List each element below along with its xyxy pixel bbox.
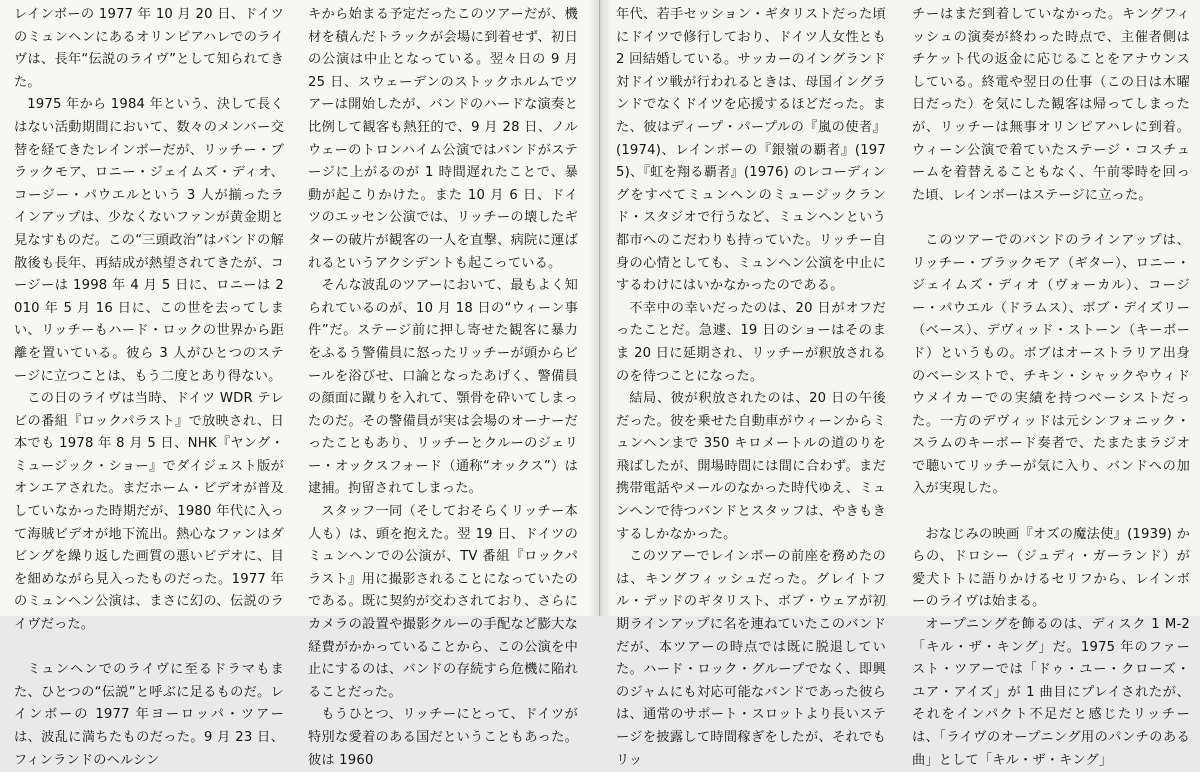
paragraph: 結局、彼が釈放されたのは、20 日の午後だった。彼を乗せた自動車がウィーンからミュンヘンまで 350 キロメートルの道のりを飛ばしたが、開場時間には間に合わず。まだ携帯電話やメールのなかった時代ゆえ、ミュンヘンで待つバンドとスタッフは、やきもきするしかなかった。: [616, 391, 886, 542]
right-page: [600, 0, 1200, 768]
paragraph: そんな波乱のツアーにおいて、最もよく知られているのが、10 月 18 日の“ウィーン事件”だ。ステージ前に押し寄せた観客に暴力をふるう警備員に怒ったリッチーが頭からビールを浴びせ、口論となったあげく、警備員の顔面に蹴りを入れて、顎骨を砕いてしまったのだ。その警備員が実は会場のオーナーだったこともあり、リッチーとクルーのジェリー・オックスフォード（通称“オックス”）は逮捕。拘留されてしまった。: [308, 278, 578, 497]
paragraph: 年代、若手セッション・ギタリストだった頃にドイツで修行しており、ドイツ人女性とも 2 回結婚している。サッカーのイングランド対ドイツ戦が行われるときは、母国イングランドでなくドイツを応援するほどだった。また、彼はディープ・パープルの『嵐の使者』(1974)、レインボーの『銀嶺の覇者』(1975)、『虹を翔る覇者』(1976) のレコーディングをすべてミュンヘンのミュージックランド・スタジオで行うなど、ミュンヘンという都市へのこだわりも持っていた。リッチー自身の心情としても、ミュンヘン公演を中止にするわけにはいかなかったのである。: [616, 7, 886, 294]
paragraph: チーはまだ到着していなかった。キングフィッシュの演奏が終わった時点で、主催者側はチケット代の返金に応じることをアナウンスしている。終電や翌日の仕事（この日は木曜日だった）を気にした観客は帰ってしまったが、リッチーは無事オリンピアハレに到着。ウィーン公演で着ていたステージ・コスチュームを着替えることもなく、午前零時を回った頃、レインボーはステージに立った。: [912, 7, 1190, 203]
paragraph: オープニングを飾るのは、ディスク 1 M-2「キル・ザ・キング」だ。1975 年のファースト・ツアーでは「ドゥ・ユー・クローズ・ユア・アイズ」が 1 曲目にプレイされたが、それをインパクト不足だと感じたリッチーは、「ライヴのオープニング用のパンチのある曲」として「キル・ザ・キング」: [912, 617, 1190, 768]
text-column-4: [912, 4, 1190, 768]
paragraph: おなじみの映画『オズの魔法使』(1939) からの、ドロシー（ジュディ・ガーランド）が愛犬トトに語りかけるセリフから、レインボーのライヴは始まる。: [912, 526, 1190, 610]
paragraph: レインボーの 1977 年 10 月 20 日、ドイツのミュンヘンにあるオリンピアハレでのライヴは、長年“伝説のライヴ”として知られてきた。: [14, 7, 284, 90]
paragraph: この日のライヴは当時、ドイツ WDR テレビの番組『ロックパラスト』で放映され、日本でも 1978 年 8 月 5 日、NHK『ヤング・ミュージック・ショー』でダイジェスト版がオンエアされた。まだホーム・ビデオが普及していなかった時期だが、1980 年代に入って海賊ビデオが地下流出。熱心なファンはダビングを繰り返した画質の悪いビデオに、目を細めながら見入ったものだった。1977 年のミュンヘン公演は、まさに幻の、伝説のライヴだった。: [14, 391, 284, 633]
paragraph: 不幸中の幸いだったのは、20 日がオフだったことだ。急遽、19 日のショーはそのまま 20 日に延期され、リッチーが釈放されるのを待つことになった。: [616, 300, 886, 384]
paragraph: このツアーでレインボーの前座を務めたのは、キングフィッシュだった。グレイトフル・デッドのギタリスト、ボブ・ウェアが初期ラインアップに名を連ねていたこのバンドだが、本ツアーの時点では既に脱退していた。ハード・ロック・グループでなく、即興のジャムにも対応可能なバンドであった彼らは、通常のサポート・スロットより長いステージを披露して時間稼ぎをしたが、それでもリッ: [616, 549, 886, 768]
text-column-3: [616, 4, 886, 768]
paragraph: もうひとつ、リッチーにとって、ドイツが特別な愛着のある国だということもあった。彼は 1960: [308, 707, 578, 768]
paragraph: キから始まる予定だったこのツアーだが、機材を積んだトラックが会場に到着せず、初日の公演は中止となっている。翌々日の 9 月 25 日、スウェーデンのストックホルムでツアーは開始したが、バンドのハードな演奏と比例して観客も熱狂的で、9 月 28 日、ノルウェーのトロンハイム公演ではバンドがステージに上がるのが 1 時間遅れたことで、暴動が起こりかけた。また 10 月 6 日、ドイツのエッセン公演では、リッチーの壊したギターの破片が観客の一人を直撃、病院に運ばれるというアクシデントも起こっている。: [308, 7, 578, 271]
paragraph: 1975 年から 1984 年という、決して長くはない活動期間において、数々のメンバー交替を経てきたレインボーだが、リッチー・ブラックモア、ロニー・ジェイムズ・ディオ、コージー・パウエルという 3 人が揃ったラインアップは、少なくないファンが黄金期と見なすものだ。この“三頭政治”はバンドの解散後も長年、再結成が熱望されてきたが、コージーは 1998 年 4 月 5 日に、ロニーは 2010 年 5 月 16 日に、この世を去ってしまい、リッチーもハード・ロックの世界から距離を置いている。彼ら 3 人がひとつのステージに立つことは、もう二度とあり得ない。: [14, 97, 284, 384]
text-column-1: [14, 4, 284, 768]
left-page: [0, 0, 600, 768]
paragraph: ミュンヘンでのライヴに至るドラマもまた、ひとつの“伝説”と呼ぶに足るものだ。レインボーの 1977 年ヨーロッパ・ツアーは、波乱に満ちたものだった。9 月 23 日、フィンランドのヘルシン: [14, 662, 284, 768]
paragraph: このツアーでのバンドのラインアップは、リッチー・ブラックモア（ギター）、ロニー・ジェイムズ・ディオ（ヴォーカル）、コージー・パウエル（ドラムス）、ボブ・デイズリー（ベース）、デヴィッド・ストーン（キーボード）というもの。ボブはオーストラリア出身のベーシストで、チキン・シャックやウィドウメイカーでの実績を持つベーシストだった。一方のデヴィッドは元シンフォニック・スラムのキーボード奏者で、たまたまラジオで聴いてリッチーが気に入り、バンドへの加入が実現した。: [912, 232, 1190, 497]
paragraph: スタッフ一同（そしておそらくリッチー本人も）は、頭を抱えた。翌 19 日、ドイツのミュンヘンでの公演が、TV 番組『ロックパラスト』用に撮影されることになっていたのである。既に契約が交わされており、さらにカメラの設置や撮影クルーの手配など膨大な経費がかかっていることから、この公演を中止にするのは、バンドの存続すら危機に陥れることだった。: [308, 504, 578, 700]
text-column-2: [308, 4, 578, 768]
